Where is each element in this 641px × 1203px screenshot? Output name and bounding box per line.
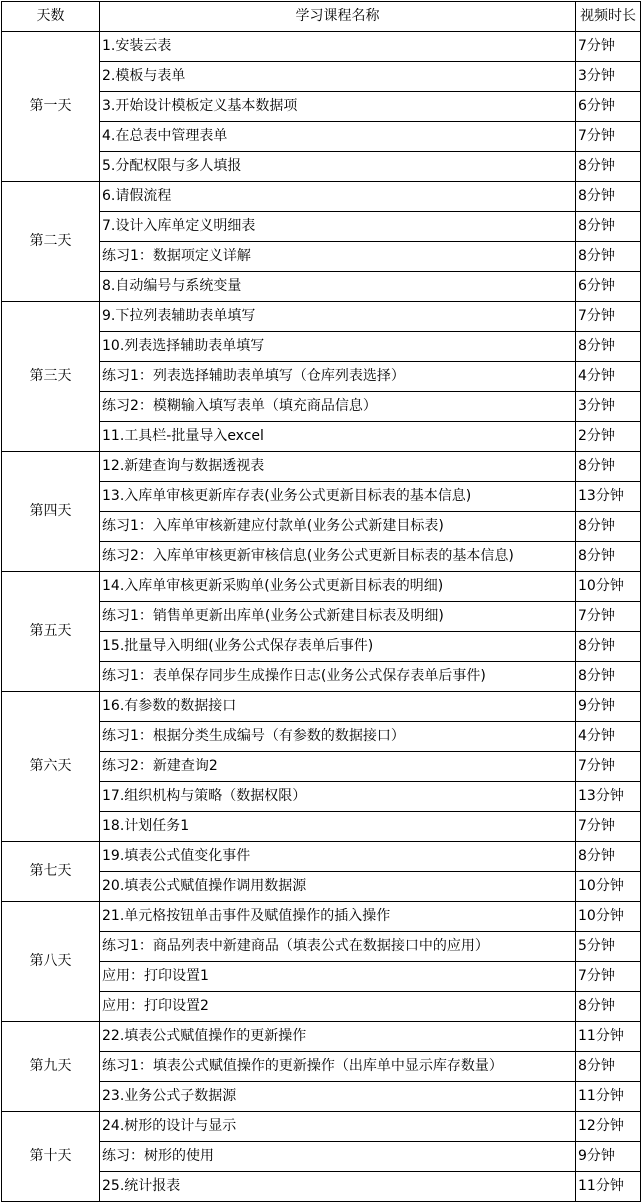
- course-name-cell: 23.业务公式子数据源: [100, 1082, 576, 1112]
- duration-cell: 2分钟: [576, 422, 641, 452]
- header-row: [2, 2, 641, 32]
- table-row: [2, 572, 641, 602]
- course-schedule-table: [1, 1, 641, 1202]
- course-name-cell: 15.批量导入明细(业务公式保存表单后事件): [100, 632, 576, 662]
- schedule-body: [2, 32, 641, 1202]
- table-row: [2, 452, 641, 482]
- course-name-cell: 3.开始设计模板定义基本数据项: [100, 92, 576, 122]
- duration-cell: 9分钟: [576, 692, 641, 722]
- day-label: 第二天: [2, 182, 100, 302]
- course-name-cell: 练习1：销售单更新出库单(业务公式新建目标表及明细): [100, 602, 576, 632]
- duration-cell: 7分钟: [576, 602, 641, 632]
- duration-cell: 13分钟: [576, 782, 641, 812]
- day-label: 第四天: [2, 452, 100, 572]
- duration-cell: 8分钟: [576, 632, 641, 662]
- table-row: [2, 302, 641, 332]
- duration-cell: 8分钟: [576, 842, 641, 872]
- duration-cell: 11分钟: [576, 1082, 641, 1112]
- table-row: [2, 1022, 641, 1052]
- duration-cell: 8分钟: [576, 542, 641, 572]
- duration-cell: 3分钟: [576, 62, 641, 92]
- duration-cell: 9分钟: [576, 1142, 641, 1172]
- course-name-cell: 25.统计报表: [100, 1172, 576, 1202]
- course-name-cell: 1.安装云表: [100, 32, 576, 62]
- day-label: 第七天: [2, 842, 100, 902]
- course-name-cell: 13.入库单审核更新库存表(业务公式更新目标表的基本信息): [100, 482, 576, 512]
- duration-cell: 8分钟: [576, 332, 641, 362]
- header-course-name: 学习课程名称: [100, 2, 576, 32]
- course-name-cell: 20.填表公式赋值操作调用数据源: [100, 872, 576, 902]
- course-name-cell: 应用：打印设置2: [100, 992, 576, 1022]
- duration-cell: 7分钟: [576, 752, 641, 782]
- table-row: [2, 182, 641, 212]
- duration-cell: 11分钟: [576, 1022, 641, 1052]
- duration-cell: 7分钟: [576, 122, 641, 152]
- duration-cell: 8分钟: [576, 512, 641, 542]
- course-name-cell: 练习2：入库单审核更新审核信息(业务公式更新目标表的基本信息): [100, 542, 576, 572]
- day-label: 第五天: [2, 572, 100, 692]
- day-label: 第九天: [2, 1022, 100, 1112]
- course-name-cell: 应用：打印设置1: [100, 962, 576, 992]
- duration-cell: 7分钟: [576, 812, 641, 842]
- table-row: [2, 692, 641, 722]
- course-name-cell: 练习2：新建查询2: [100, 752, 576, 782]
- course-name-cell: 24.树形的设计与显示: [100, 1112, 576, 1142]
- duration-cell: 7分钟: [576, 302, 641, 332]
- course-name-cell: 练习：树形的使用: [100, 1142, 576, 1172]
- course-name-cell: 练习1：商品列表中新建商品（填表公式在数据接口中的应用）: [100, 932, 576, 962]
- duration-cell: 10分钟: [576, 872, 641, 902]
- course-name-cell: 11.工具栏-批量导入excel: [100, 422, 576, 452]
- course-name-cell: 19.填表公式值变化事件: [100, 842, 576, 872]
- day-label: 第十天: [2, 1112, 100, 1202]
- day-label: 第三天: [2, 302, 100, 452]
- duration-cell: 13分钟: [576, 482, 641, 512]
- course-name-cell: 练习1：根据分类生成编号（有参数的数据接口）: [100, 722, 576, 752]
- day-label: 第八天: [2, 902, 100, 1022]
- table-row: [2, 32, 641, 62]
- duration-cell: 10分钟: [576, 902, 641, 932]
- duration-cell: 12分钟: [576, 1112, 641, 1142]
- table-row: [2, 842, 641, 872]
- duration-cell: 3分钟: [576, 392, 641, 422]
- course-name-cell: 14.入库单审核更新采购单(业务公式更新目标表的明细): [100, 572, 576, 602]
- course-name-cell: 10.列表选择辅助表单填写: [100, 332, 576, 362]
- course-name-cell: 9.下拉列表辅助表单填写: [100, 302, 576, 332]
- course-name-cell: 练习1：数据项定义详解: [100, 242, 576, 272]
- course-name-cell: 16.有参数的数据接口: [100, 692, 576, 722]
- header-day: 天数: [2, 2, 100, 32]
- course-name-cell: 8.自动编号与系统变量: [100, 272, 576, 302]
- course-name-cell: 21.单元格按钮单击事件及赋值操作的插入操作: [100, 902, 576, 932]
- duration-cell: 6分钟: [576, 92, 641, 122]
- course-name-cell: 12.新建查询与数据透视表: [100, 452, 576, 482]
- course-name-cell: 2.模板与表单: [100, 62, 576, 92]
- course-name-cell: 练习2：模糊输入填写表单（填充商品信息）: [100, 392, 576, 422]
- course-name-cell: 练习1：表单保存同步生成操作日志(业务公式保存表单后事件): [100, 662, 576, 692]
- table-row: [2, 1112, 641, 1142]
- header-duration: 视频时长: [576, 2, 641, 32]
- day-label: 第一天: [2, 32, 100, 182]
- table-row: [2, 902, 641, 932]
- duration-cell: 8分钟: [576, 1052, 641, 1082]
- duration-cell: 8分钟: [576, 182, 641, 212]
- duration-cell: 10分钟: [576, 572, 641, 602]
- duration-cell: 7分钟: [576, 962, 641, 992]
- duration-cell: 7分钟: [576, 32, 641, 62]
- course-name-cell: 18.计划任务1: [100, 812, 576, 842]
- day-label: 第六天: [2, 692, 100, 842]
- duration-cell: 8分钟: [576, 242, 641, 272]
- duration-cell: 8分钟: [576, 152, 641, 182]
- course-name-cell: 17.组织机构与策略（数据权限）: [100, 782, 576, 812]
- course-name-cell: 5.分配权限与多人填报: [100, 152, 576, 182]
- course-name-cell: 7.设计入库单定义明细表: [100, 212, 576, 242]
- duration-cell: 11分钟: [576, 1172, 641, 1202]
- course-name-cell: 22.填表公式赋值操作的更新操作: [100, 1022, 576, 1052]
- duration-cell: 8分钟: [576, 452, 641, 482]
- course-name-cell: 练习1：列表选择辅助表单填写（仓库列表选择）: [100, 362, 576, 392]
- duration-cell: 5分钟: [576, 932, 641, 962]
- duration-cell: 6分钟: [576, 272, 641, 302]
- course-name-cell: 4.在总表中管理表单: [100, 122, 576, 152]
- duration-cell: 8分钟: [576, 212, 641, 242]
- course-name-cell: 6.请假流程: [100, 182, 576, 212]
- duration-cell: 8分钟: [576, 662, 641, 692]
- course-name-cell: 练习1：填表公式赋值操作的更新操作（出库单中显示库存数量）: [100, 1052, 576, 1082]
- duration-cell: 4分钟: [576, 722, 641, 752]
- course-name-cell: 练习1：入库单审核新建应付款单(业务公式新建目标表): [100, 512, 576, 542]
- duration-cell: 8分钟: [576, 992, 641, 1022]
- duration-cell: 4分钟: [576, 362, 641, 392]
